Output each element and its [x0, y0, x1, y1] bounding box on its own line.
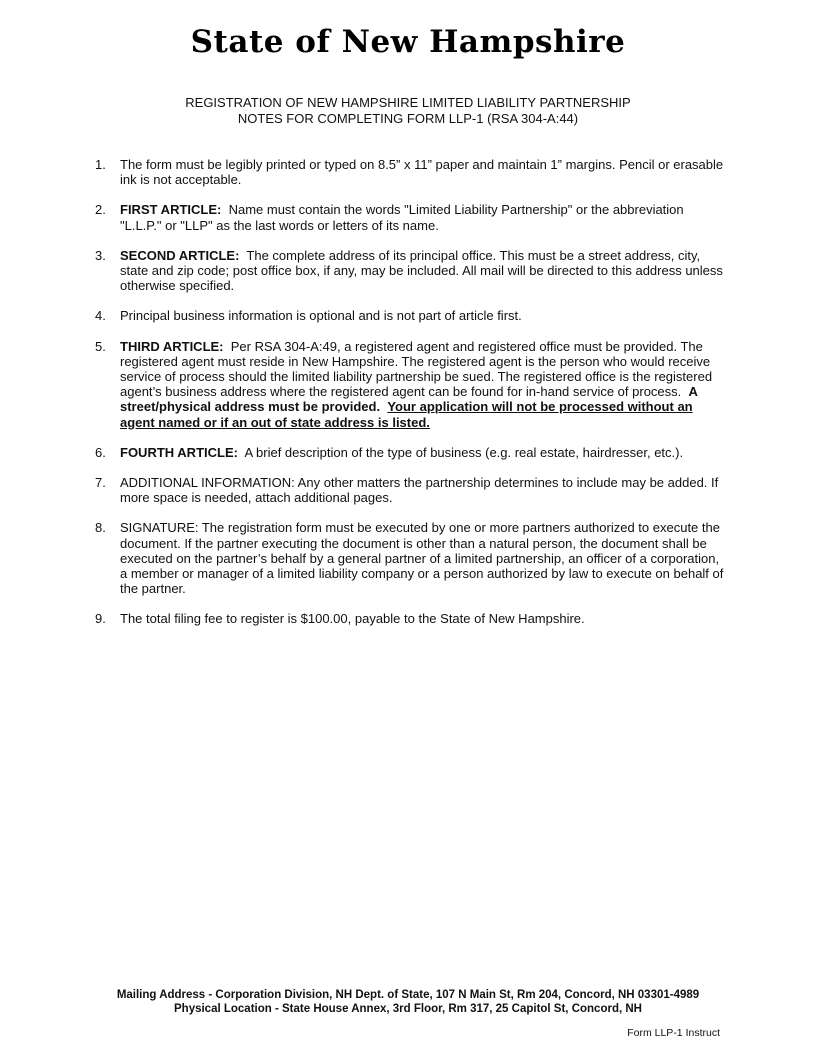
note-number: 5. [95, 338, 106, 354]
note-text: The total filing fee to register is $100.00, payable to the State of New Hampshire. [120, 611, 585, 627]
note-item-5 [95, 339, 725, 430]
note-text: Principal business information is optional and is not part of article first. [120, 308, 522, 324]
note-text: Name must contain the words "Limited Liability Partnership" or the abbreviation "L.L.P." or "LLP" as the last words or letters of its name. [120, 202, 684, 233]
note-label: FOURTH ARTICLE: [120, 444, 238, 460]
mailing-address: Mailing Address - Corporation Division, NH Dept. of State, 107 N Main St, Rm 204, Concord, NH 03301-4989 [116, 989, 700, 1001]
form-subheader [0, 95, 816, 127]
note-item-4 [95, 308, 725, 323]
note-body [120, 248, 725, 294]
note-number: 6. [95, 444, 106, 460]
note-bold-text: A street/physical address must be provided. [120, 384, 698, 415]
note-number: 2. [95, 202, 106, 218]
note-body [120, 202, 725, 232]
subheader-line-1: REGISTRATION OF NEW HAMPSHIRE LIMITED LIABILITY PARTNERSHIP [185, 95, 631, 110]
note-text: The complete address of its principal office. This must be a street address, city, state and zip code; post office box, if any, may be included. All mail will be directed to this address unless otherwise specified. [120, 247, 723, 294]
note-number: 1. [95, 157, 106, 172]
note-number: 3. [95, 247, 106, 263]
note-label: SECOND ARTICLE: [120, 247, 240, 263]
note-item-7 [95, 475, 725, 505]
note-item-1 [95, 157, 725, 187]
notes-list [95, 157, 725, 642]
note-text: Per RSA 304-A:49, a registered agent and registered office must be provided. The registered agent must reside in New Hampshire. The registered agent is the person who would receive service of process should the limited liability partnership be sued. The registered office is the registered agent’s business address where the registered agent can be found for in-hand service of process. [120, 338, 713, 400]
note-number: 7. [95, 475, 106, 491]
note-number: 4. [95, 308, 106, 324]
note-text: The form must be legibly printed or typed on 8.5” x 11” paper and maintain 1” margins. Pencil or erasable ink is not acceptable. [120, 157, 724, 188]
note-number: 8. [95, 520, 106, 536]
physical-location: Physical Location - State House Annex, 3rd Floor, Rm 317, 25 Capitol St, Concord, NH [174, 1003, 642, 1015]
note-item-3 [95, 248, 725, 294]
note-text: ADDITIONAL INFORMATION: Any other matters the partnership determines to include may be added. If more space is needed, attach additional pages. [120, 475, 719, 506]
note-item-8 [95, 520, 725, 596]
note-item-9 [95, 611, 725, 626]
note-item-2 [95, 202, 725, 232]
note-warning-text: Your application will not be processed without an agent named or if an out of state address is listed. [120, 399, 693, 430]
form-id: Form LLP-1 Instruct [627, 1027, 720, 1039]
note-body [120, 445, 725, 460]
footer-address [0, 988, 816, 1016]
note-text: SIGNATURE: The registration form must be executed by one or more partners authorized to execute the document. If the partner executing the document is other than a natural person, the document shall be executed on the partner’s behalf by a general partner of a limited partnership, an officer of a corporation, a member or manager of a limited liability company or a person authorized by law to execute on behalf of the partner. [120, 520, 724, 597]
note-text: A brief description of the type of business (e.g. real estate, hairdresser, etc.). [244, 444, 684, 460]
note-label: THIRD ARTICLE: [120, 338, 224, 354]
note-label: FIRST ARTICLE: [120, 202, 222, 218]
note-body [120, 339, 725, 430]
subheader-line-2: NOTES FOR COMPLETING FORM LLP-1 (RSA 304-A:44) [237, 111, 579, 126]
note-number: 9. [95, 611, 106, 627]
note-item-6 [95, 445, 725, 460]
page-title: State of New Hampshire [190, 24, 626, 60]
